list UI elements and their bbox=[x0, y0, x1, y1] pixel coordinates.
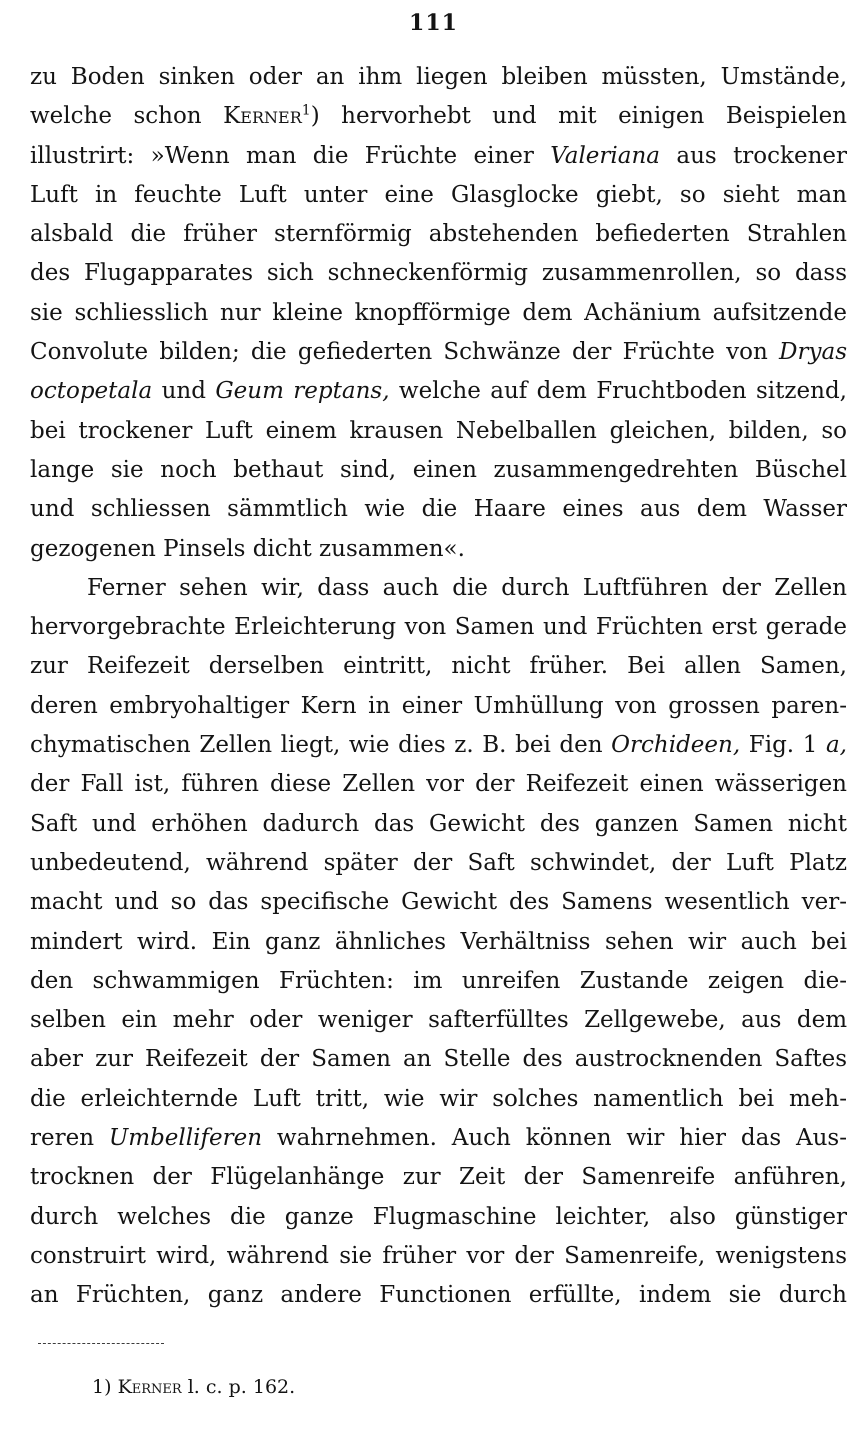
text-line bbox=[30, 412, 847, 451]
text-run: welche auf dem Fruchtboden sitzend, bbox=[389, 378, 847, 405]
text-line bbox=[30, 1276, 847, 1315]
text-run: welche schon bbox=[30, 103, 224, 130]
text-line bbox=[30, 372, 847, 411]
text-line bbox=[30, 451, 847, 490]
text-line bbox=[30, 962, 847, 1001]
text-run: aus trockener bbox=[660, 142, 847, 169]
body-text bbox=[30, 58, 847, 1316]
footnote bbox=[92, 1375, 295, 1399]
text-run: des Flugapparates sich schneckenförmig zusammenrollen, so dass bbox=[30, 260, 847, 287]
italic-term: Valeriana bbox=[550, 142, 661, 169]
text-run: Luft in feuchte Luft unter eine Glasglocke giebt, so sieht man bbox=[30, 181, 847, 208]
text-run: unbedeutend, während später der Saft schwindet, der Luft Platz bbox=[30, 849, 847, 876]
text-run: sie schliesslich nur kleine knopfförmige dem Achänium aufsitzende bbox=[30, 299, 847, 326]
footnote-divider bbox=[38, 1343, 164, 1344]
text-run: zu Boden sinken oder an ihm liegen bleiben müssten, Umstände, bbox=[30, 64, 847, 90]
text-run: und bbox=[152, 378, 216, 405]
text-line bbox=[30, 608, 847, 647]
text-line bbox=[30, 1237, 847, 1276]
text-line bbox=[30, 569, 847, 608]
italic-term: Dryas bbox=[779, 339, 847, 366]
italic-term: Umbelliferen bbox=[108, 1125, 263, 1152]
text-line bbox=[30, 1158, 847, 1197]
text-line bbox=[30, 844, 847, 883]
text-line bbox=[30, 687, 847, 726]
text-run: Saft und erhöhen dadurch das Gewicht des ganzen Samen nicht bbox=[30, 810, 847, 837]
italic-term: octopetala bbox=[30, 378, 153, 405]
text-line bbox=[30, 530, 847, 569]
text-run: Ferner sehen wir, dass auch die durch Luftführen der Zellen bbox=[87, 574, 847, 601]
text-run: ) hervorhebt und mit einigen Beispielen bbox=[310, 103, 847, 130]
text-line bbox=[30, 294, 847, 333]
text-run: der Fall ist, führen diese Zellen vor der Reifezeit einen wässerigen bbox=[30, 771, 847, 798]
footnote-ref: 1 bbox=[301, 102, 311, 119]
text-run: gezogenen Pinsels dicht zusammen«. bbox=[30, 535, 465, 562]
page-number: 111 bbox=[409, 10, 458, 36]
text-line bbox=[30, 923, 847, 962]
text-run: alsbald die früher sternförmig abstehenden befiederten Strahlen bbox=[30, 221, 847, 248]
text-line bbox=[30, 805, 847, 844]
text-run: durch welches die ganze Flugmaschine leichter, also günstiger bbox=[30, 1203, 847, 1230]
text-line bbox=[30, 58, 847, 97]
text-run: lange sie noch bethaut sind, einen zusammengedrehten Büschel bbox=[30, 456, 847, 483]
text-run: deren embryohaltiger Kern in einer Umhüllung von grossen paren- bbox=[30, 692, 847, 719]
text-line bbox=[30, 254, 847, 293]
text-run: die erleichternde Luft tritt, wie wir solches namentlich bei meh- bbox=[30, 1085, 847, 1112]
text-run: hervorgebrachte Erleichterung von Samen und Früchten erst gerade bbox=[30, 614, 847, 641]
footnote-marker: 1) bbox=[92, 1376, 112, 1398]
text-line bbox=[30, 1119, 847, 1158]
text-line bbox=[30, 97, 847, 136]
text-run: bei trockener Luft einem krausen Nebelballen gleichen, bilden, so bbox=[30, 417, 847, 444]
text-run: aber zur Reifezeit der Samen an Stelle des austrocknenden Saftes bbox=[30, 1046, 847, 1073]
author-name: Kerner bbox=[223, 103, 302, 130]
text-line bbox=[30, 137, 847, 176]
text-run: reren bbox=[30, 1125, 109, 1152]
italic-term: a, bbox=[825, 732, 847, 759]
text-run: den schwammigen Früchten: im unreifen Zustande zeigen die- bbox=[30, 967, 847, 994]
text-line bbox=[30, 1198, 847, 1237]
text-run: Convolute bilden; die gefiederten Schwänze der Früchte von bbox=[30, 339, 780, 366]
text-run: an Früchten, ganz andere Functionen erfüllte, indem sie durch bbox=[30, 1282, 847, 1309]
text-line bbox=[30, 333, 847, 372]
footnote-reference: l. c. p. 162. bbox=[187, 1376, 296, 1398]
italic-term: Geum reptans, bbox=[215, 378, 390, 405]
text-line bbox=[30, 215, 847, 254]
text-line bbox=[30, 490, 847, 529]
italic-term: Orchideen, bbox=[611, 732, 741, 759]
text-line bbox=[30, 726, 847, 765]
text-line bbox=[30, 1080, 847, 1119]
text-line bbox=[30, 883, 847, 922]
text-line bbox=[30, 765, 847, 804]
text-run: construirt wird, während sie früher vor der Samenreife, wenigstens bbox=[30, 1242, 847, 1269]
text-run: mindert wird. Ein ganz ähnliches Verhältniss sehen wir auch bei bbox=[30, 928, 847, 955]
text-line bbox=[30, 1040, 847, 1079]
text-run: trocknen der Flügelanhänge zur Zeit der Samenreife anführen, bbox=[30, 1164, 847, 1191]
footnote-author: Kerner bbox=[117, 1376, 182, 1398]
text-line bbox=[30, 647, 847, 686]
text-run: chymatischen Zellen liegt, wie dies z. B. bei den bbox=[30, 732, 612, 759]
text-run: und schliessen sämmtlich wie die Haare eines aus dem Wasser bbox=[30, 496, 847, 523]
text-line bbox=[30, 176, 847, 215]
text-run: wahrnehmen. Auch können wir hier das Aus- bbox=[262, 1125, 847, 1152]
text-line bbox=[30, 1001, 847, 1040]
text-run: zur Reifezeit derselben eintritt, nicht früher. Bei allen Samen, bbox=[30, 653, 847, 680]
text-run: macht und so das specifische Gewicht des Samens wesentlich ver- bbox=[30, 889, 847, 916]
text-run: selben ein mehr oder weniger safterfülltes Zellgewebe, aus dem bbox=[30, 1007, 847, 1034]
text-run: Fig. 1 bbox=[740, 732, 826, 759]
text-run: illustrirt: »Wenn man die Früchte einer bbox=[30, 142, 551, 169]
